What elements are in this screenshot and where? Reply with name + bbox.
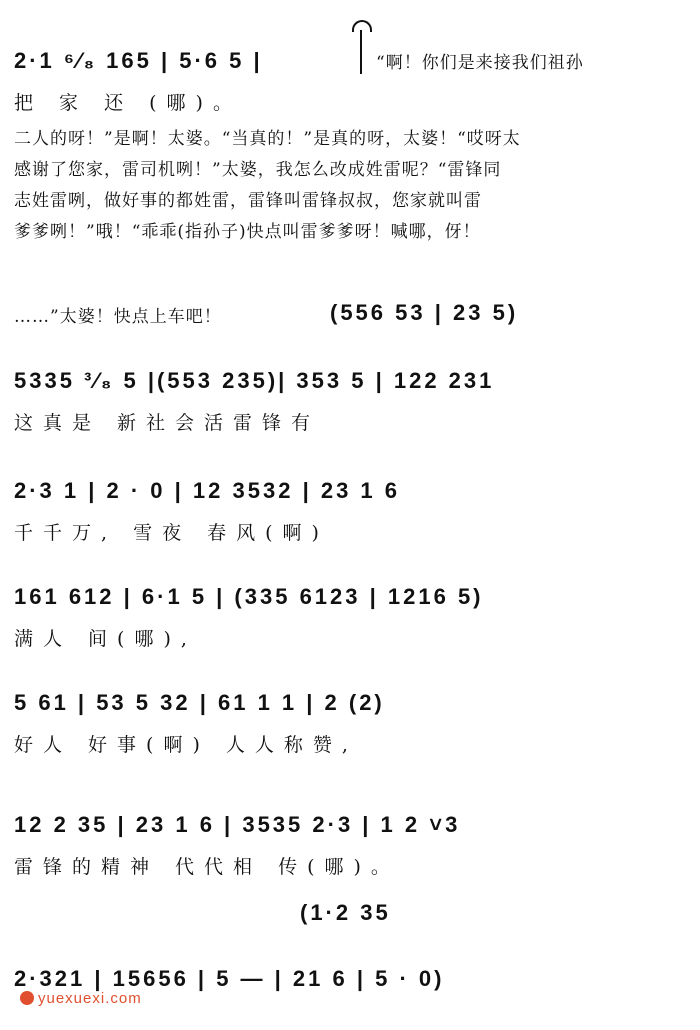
watermark-text: yuexuexi.com — [38, 990, 142, 1007]
notation-line-7: (1·2 35 — [300, 900, 391, 925]
notation-line-1: 2·1 ⁶⁄₈ 165 | 5·6 5 | — [14, 48, 263, 73]
prose-line: 爹爹咧！”哦！“乖乖(指孙子)快点叫雷爹爹呀！喊哪，伢！ — [14, 222, 481, 242]
notation-line-2: 5335 ³⁄₈ 5 |(553 235)| 353 5 | 122 231 — [14, 368, 495, 393]
notation-line-4: 161 612 | 6·1 5 | (335 6123 | 1216 5) — [14, 584, 484, 609]
prose-line: 志姓雷咧，做好事的都姓雷，雷锋叫雷锋叔叔，您家就叫雷 — [14, 191, 482, 211]
notation-line-5: 5 61 | 53 5 32 | 61 1 1 | 2 (2) — [14, 690, 385, 715]
notation-line-6: 12 2 35 | 23 1 6 | 3535 2·3 | 1 2 ˅3 — [14, 812, 461, 837]
lyrics-line-2: 这真是 新社会活雷锋有 — [14, 412, 321, 434]
notation-spoken: (556 53 | 23 5) — [330, 300, 519, 325]
lyrics-line-3: 千千万, 雪夜 春风(啊) — [14, 522, 329, 544]
lyrics-line-6: 雷锋的精神 代代相 传(哪)。 — [14, 856, 400, 878]
lyrics-line-5: 好人 好事(啊) 人人称赞, — [14, 734, 358, 756]
fermata-stem — [360, 30, 362, 74]
prose-line: 感谢了您家，雷司机咧！”太婆，我怎么改成姓雷呢？“雷锋同 — [14, 160, 502, 180]
site-watermark — [20, 990, 142, 1007]
spoken-dialogue-block — [14, 124, 700, 248]
spoken-text-2: ……”太婆！快点上车吧！ — [14, 307, 222, 327]
fermata-mark — [352, 20, 372, 32]
prose-line: 二人的呀！”是啊！太婆。“当真的！”是真的呀，太婆！“哎呀太 — [14, 129, 521, 149]
lyrics-line-1: 把 家 还 (哪)。 — [14, 92, 242, 114]
notation-line-3: 2·3 1 | 2 · 0 | 12 3532 | 23 1 6 — [14, 478, 400, 503]
notation-line-8: 2·321 | 15656 | 5 — | 21 6 | 5 · 0) — [14, 966, 445, 991]
music-note-icon — [20, 991, 34, 1005]
lyrics-line-4: 满人 间(哪), — [14, 628, 197, 650]
spoken-text-1: “啊！你们是来接我们祖孙 — [376, 53, 584, 73]
